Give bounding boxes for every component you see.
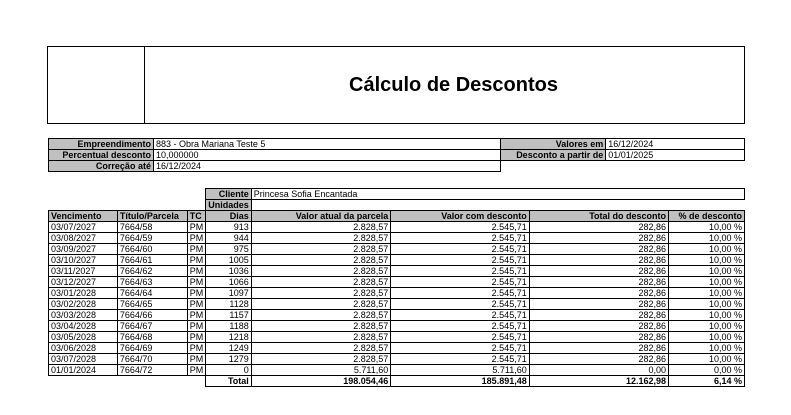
- vencimento-cell: 03/06/2028: [49, 343, 118, 354]
- total-valor-atual: 198.054,46: [251, 376, 391, 387]
- logo-placeholder: [48, 47, 145, 123]
- parameters-table: [48, 138, 745, 172]
- table-row: [49, 354, 745, 365]
- table-row: [49, 233, 745, 244]
- vencimento-cell: 03/05/2028: [49, 332, 118, 343]
- percentual-cell: 10,00 %: [669, 244, 745, 255]
- titulo-parcela-cell: 7664/58: [117, 222, 187, 233]
- total-percentual: 6,14 %: [669, 376, 745, 387]
- valor-atual-cell: 2.828,57: [251, 332, 391, 343]
- total-desconto-cell: 282,86: [529, 321, 668, 332]
- valor-atual-cell: 2.828,57: [251, 354, 391, 365]
- dias-cell: 1218: [206, 332, 252, 343]
- tc-cell: PM: [187, 255, 206, 266]
- vencimento-cell: 03/12/2027: [49, 277, 118, 288]
- percentual-cell: 10,00 %: [669, 288, 745, 299]
- dias-cell: 1128: [206, 299, 252, 310]
- table-row: [49, 332, 745, 343]
- desconto-apartir-value: 01/01/2025: [606, 150, 745, 161]
- valor-atual-cell: 2.828,57: [251, 266, 391, 277]
- valor-atual-cell: 2.828,57: [251, 233, 391, 244]
- empty-cell: [501, 161, 606, 172]
- vencimento-cell: 01/01/2024: [49, 365, 118, 376]
- dias-cell: 1005: [206, 255, 252, 266]
- valores-em-value: 16/12/2024: [606, 139, 745, 150]
- percentual-cell: 10,00 %: [669, 321, 745, 332]
- cliente-value: Princesa Sofia Encantada: [251, 189, 744, 200]
- total-desconto-cell: 282,86: [529, 343, 668, 354]
- table-row: [49, 266, 745, 277]
- valor-desconto-cell: 2.545,71: [391, 332, 529, 343]
- empty-cell: [606, 161, 745, 172]
- dias-cell: 1066: [206, 277, 252, 288]
- valor-atual-cell: 5.711,60: [251, 365, 391, 376]
- valor-desconto-cell: 5.711,60: [391, 365, 529, 376]
- total-desconto-cell: 282,86: [529, 222, 668, 233]
- table-row: [49, 343, 745, 354]
- col-header-dias: Dias: [206, 211, 252, 222]
- dias-cell: 1188: [206, 321, 252, 332]
- table-row: [49, 310, 745, 321]
- desconto-apartir-label: Desconto a partir de: [501, 150, 606, 161]
- table-row: [49, 299, 745, 310]
- empty-cell: [49, 189, 206, 200]
- titulo-parcela-cell: 7664/69: [117, 343, 187, 354]
- titulo-parcela-cell: 7664/67: [117, 321, 187, 332]
- total-desconto-cell: 282,86: [529, 299, 668, 310]
- valor-atual-cell: 2.828,57: [251, 255, 391, 266]
- unidades-label: Unidades: [206, 200, 252, 211]
- titulo-parcela-cell: 7664/64: [117, 288, 187, 299]
- vencimento-cell: 03/11/2027: [49, 266, 118, 277]
- empreendimento-value: 883 - Obra Mariana Teste 5: [153, 139, 500, 150]
- valor-desconto-cell: 2.545,71: [391, 321, 529, 332]
- total-desconto-cell: 282,86: [529, 332, 668, 343]
- percentual-cell: 10,00 %: [669, 310, 745, 321]
- percentual-cell: 10,00 %: [669, 233, 745, 244]
- correcao-ate-label: Correção até: [49, 161, 154, 172]
- percentual-cell: 10,00 %: [669, 277, 745, 288]
- valor-desconto-cell: 2.545,71: [391, 343, 529, 354]
- tc-cell: PM: [187, 354, 206, 365]
- total-desconto-cell: 282,86: [529, 354, 668, 365]
- dias-cell: 1036: [206, 266, 252, 277]
- tc-cell: PM: [187, 343, 206, 354]
- table-row: [49, 365, 745, 376]
- col-header-total-desconto: Total do desconto: [529, 211, 668, 222]
- titulo-parcela-cell: 7664/61: [117, 255, 187, 266]
- titulo-parcela-cell: 7664/60: [117, 244, 187, 255]
- titulo-parcela-cell: 7664/68: [117, 332, 187, 343]
- valor-desconto-cell: 2.545,71: [391, 288, 529, 299]
- empreendimento-label: Empreendimento: [49, 139, 154, 150]
- col-header-tc: TC: [187, 211, 206, 222]
- dias-cell: 944: [206, 233, 252, 244]
- dias-cell: 1279: [206, 354, 252, 365]
- valor-desconto-cell: 2.545,71: [391, 277, 529, 288]
- table-header: [49, 211, 745, 222]
- titulo-parcela-cell: 7664/72: [117, 365, 187, 376]
- total-desconto-cell: 282,86: [529, 255, 668, 266]
- percentual-cell: 10,00 %: [669, 266, 745, 277]
- dias-cell: 1157: [206, 310, 252, 321]
- report-header: [47, 46, 745, 124]
- vencimento-cell: 03/01/2028: [49, 288, 118, 299]
- vencimento-cell: 03/08/2027: [49, 233, 118, 244]
- vencimento-cell: 03/10/2027: [49, 255, 118, 266]
- total-desconto: 12.162,98: [529, 376, 668, 387]
- totals-row: [49, 376, 745, 387]
- total-desconto-cell: 0,00: [529, 365, 668, 376]
- vencimento-cell: 03/09/2027: [49, 244, 118, 255]
- dias-cell: 1097: [206, 288, 252, 299]
- tc-cell: PM: [187, 332, 206, 343]
- dias-cell: 913: [206, 222, 252, 233]
- total-desconto-cell: 282,86: [529, 310, 668, 321]
- tc-cell: PM: [187, 365, 206, 376]
- tc-cell: PM: [187, 277, 206, 288]
- vencimento-cell: 03/03/2028: [49, 310, 118, 321]
- total-desconto-cell: 282,86: [529, 288, 668, 299]
- titulo-parcela-cell: 7664/62: [117, 266, 187, 277]
- titulo-parcela-cell: 7664/70: [117, 354, 187, 365]
- total-desconto-cell: 282,86: [529, 233, 668, 244]
- installments-body: [49, 222, 745, 376]
- dias-cell: 1249: [206, 343, 252, 354]
- percentual-cell: 10,00 %: [669, 299, 745, 310]
- titulo-parcela-cell: 7664/59: [117, 233, 187, 244]
- valor-atual-cell: 2.828,57: [251, 277, 391, 288]
- total-desconto-cell: 282,86: [529, 266, 668, 277]
- valor-atual-cell: 2.828,57: [251, 321, 391, 332]
- table-row: [49, 288, 745, 299]
- valor-desconto-cell: 2.545,71: [391, 233, 529, 244]
- valor-desconto-cell: 2.545,71: [391, 310, 529, 321]
- valor-desconto-cell: 2.545,71: [391, 244, 529, 255]
- titulo-parcela-cell: 7664/65: [117, 299, 187, 310]
- tc-cell: PM: [187, 288, 206, 299]
- valor-desconto-cell: 2.545,71: [391, 255, 529, 266]
- percentual-desconto-value: 10,000000: [153, 150, 500, 161]
- empty-cell: [49, 200, 206, 211]
- installments-table: [48, 188, 745, 387]
- titulo-parcela-cell: 7664/63: [117, 277, 187, 288]
- empty-cell: [49, 376, 206, 387]
- total-desconto-cell: 282,86: [529, 277, 668, 288]
- col-header-percentual: % de desconto: [669, 211, 745, 222]
- tc-cell: PM: [187, 233, 206, 244]
- unidades-value: [251, 200, 744, 211]
- dias-cell: 0: [206, 365, 252, 376]
- table-row: [49, 277, 745, 288]
- correcao-ate-value: 16/12/2024: [153, 161, 500, 172]
- tc-cell: PM: [187, 299, 206, 310]
- table-row: [49, 222, 745, 233]
- percentual-cell: 10,00 %: [669, 255, 745, 266]
- valor-desconto-cell: 2.545,71: [391, 266, 529, 277]
- valor-atual-cell: 2.828,57: [251, 343, 391, 354]
- col-header-valor-desconto: Valor com desconto: [391, 211, 529, 222]
- percentual-desconto-label: Percentual desconto: [49, 150, 154, 161]
- valor-atual-cell: 2.828,57: [251, 222, 391, 233]
- valor-atual-cell: 2.828,57: [251, 299, 391, 310]
- percentual-cell: 10,00 %: [669, 222, 745, 233]
- percentual-cell: 10,00 %: [669, 332, 745, 343]
- titulo-parcela-cell: 7664/66: [117, 310, 187, 321]
- valores-em-label: Valores em: [501, 139, 606, 150]
- valor-atual-cell: 2.828,57: [251, 288, 391, 299]
- percentual-cell: 0,00 %: [669, 365, 745, 376]
- table-row: [49, 255, 745, 266]
- report-title: Cálculo de Descontos: [349, 73, 558, 96]
- col-header-titulo-parcela: Título/Parcela: [117, 211, 187, 222]
- percentual-cell: 10,00 %: [669, 343, 745, 354]
- tc-cell: PM: [187, 244, 206, 255]
- tc-cell: PM: [187, 266, 206, 277]
- valor-atual-cell: 2.828,57: [251, 244, 391, 255]
- col-header-valor-atual: Valor atual da parcela: [251, 211, 391, 222]
- valor-atual-cell: 2.828,57: [251, 310, 391, 321]
- col-header-vencimento: Vencimento: [49, 211, 118, 222]
- total-desconto-cell: 282,86: [529, 244, 668, 255]
- table-row: [49, 244, 745, 255]
- valor-desconto-cell: 2.545,71: [391, 299, 529, 310]
- valor-desconto-cell: 2.545,71: [391, 354, 529, 365]
- vencimento-cell: 03/07/2027: [49, 222, 118, 233]
- cliente-label: Cliente: [206, 189, 252, 200]
- tc-cell: PM: [187, 222, 206, 233]
- vencimento-cell: 03/02/2028: [49, 299, 118, 310]
- tc-cell: PM: [187, 310, 206, 321]
- vencimento-cell: 03/04/2028: [49, 321, 118, 332]
- totals-label: Total: [206, 376, 252, 387]
- total-valor-desconto: 185.891,48: [391, 376, 529, 387]
- table-row: [49, 321, 745, 332]
- percentual-cell: 10,00 %: [669, 354, 745, 365]
- vencimento-cell: 03/07/2028: [49, 354, 118, 365]
- tc-cell: PM: [187, 321, 206, 332]
- valor-desconto-cell: 2.545,71: [391, 222, 529, 233]
- dias-cell: 975: [206, 244, 252, 255]
